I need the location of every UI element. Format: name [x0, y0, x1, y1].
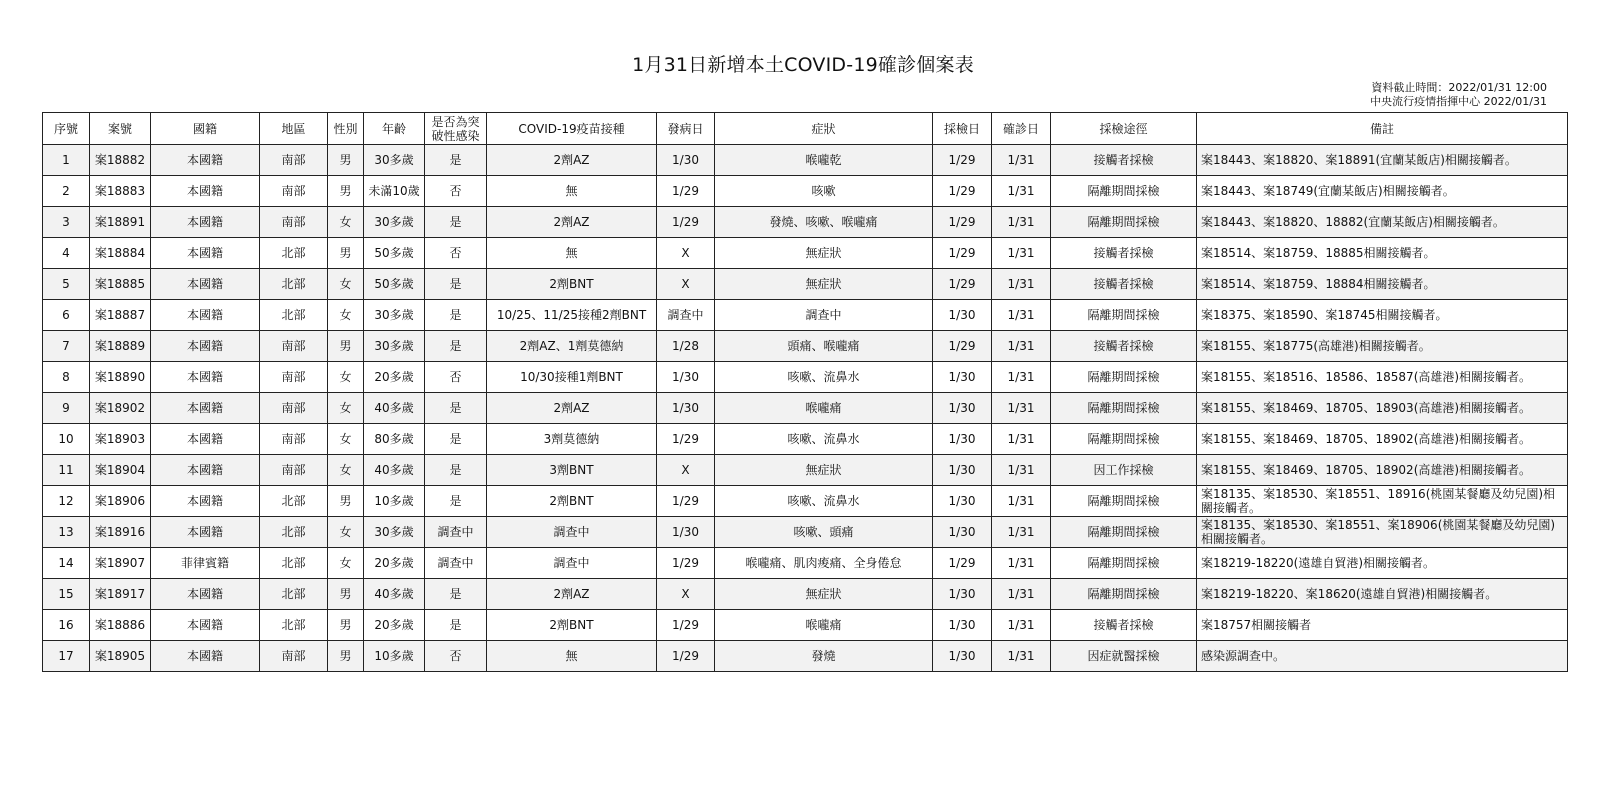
cell-sex: 女 — [328, 548, 364, 579]
cell-vaccine: 2劑AZ、1劑莫德納 — [487, 331, 657, 362]
cell-symptoms: 無症狀 — [715, 579, 933, 610]
cell-region: 南部 — [260, 393, 328, 424]
cell-onset-date: 1/30 — [657, 517, 715, 548]
cell-notes: 案18757相關接觸者 — [1197, 610, 1568, 641]
table-body — [43, 145, 1568, 672]
cell-sex: 女 — [328, 300, 364, 331]
cell-confirm-date: 1/31 — [992, 548, 1051, 579]
cell-test-route: 隔離期間採檢 — [1051, 517, 1197, 548]
cell-age: 40多歲 — [364, 579, 425, 610]
cell-index: 11 — [43, 455, 90, 486]
data-source: 中央流行疫情指揮中心 2022/01/31 — [1370, 95, 1547, 108]
cell-region: 北部 — [260, 238, 328, 269]
cell-vaccine: 2劑BNT — [487, 610, 657, 641]
cell-symptoms: 咳嗽、流鼻水 — [715, 486, 933, 517]
cell-breakthrough: 否 — [425, 362, 487, 393]
cell-index: 4 — [43, 238, 90, 269]
table-row — [43, 362, 1568, 393]
cell-vaccine: 2劑AZ — [487, 579, 657, 610]
cell-symptoms: 無症狀 — [715, 269, 933, 300]
cell-case-id: 案18902 — [90, 393, 151, 424]
cell-index: 17 — [43, 641, 90, 672]
cell-confirm-date: 1/31 — [992, 300, 1051, 331]
cell-vaccine: 2劑AZ — [487, 207, 657, 238]
cell-breakthrough: 是 — [425, 145, 487, 176]
cell-notes: 案18135、案18530、案18551、18916(桃園某餐廳及幼兒園)相關接觸者。 — [1197, 486, 1568, 517]
col-nationality: 國籍 — [151, 113, 260, 145]
cell-region: 南部 — [260, 455, 328, 486]
cell-nationality: 本國籍 — [151, 517, 260, 548]
cell-sex: 男 — [328, 238, 364, 269]
cell-sex: 男 — [328, 176, 364, 207]
cell-region: 南部 — [260, 176, 328, 207]
cell-confirm-date: 1/31 — [992, 393, 1051, 424]
cell-confirm-date: 1/31 — [992, 517, 1051, 548]
cell-age: 50多歲 — [364, 269, 425, 300]
cell-symptoms: 咳嗽、流鼻水 — [715, 362, 933, 393]
cell-case-id: 案18904 — [90, 455, 151, 486]
cell-confirm-date: 1/31 — [992, 207, 1051, 238]
cell-test-date: 1/30 — [933, 300, 992, 331]
cell-index: 1 — [43, 145, 90, 176]
cell-region: 南部 — [260, 145, 328, 176]
cell-sex: 女 — [328, 207, 364, 238]
cell-breakthrough: 是 — [425, 486, 487, 517]
table-header — [43, 113, 1568, 145]
cell-case-id: 案18886 — [90, 610, 151, 641]
cell-notes: 案18155、案18469、18705、18902(高雄港)相關接觸者。 — [1197, 455, 1568, 486]
cell-confirm-date: 1/31 — [992, 176, 1051, 207]
cell-confirm-date: 1/31 — [992, 424, 1051, 455]
col-test-route: 採檢途徑 — [1051, 113, 1197, 145]
cell-nationality: 本國籍 — [151, 331, 260, 362]
col-vaccine: COVID-19疫苗接種 — [487, 113, 657, 145]
cell-sex: 男 — [328, 641, 364, 672]
cell-test-route: 接觸者採檢 — [1051, 269, 1197, 300]
col-test-date: 採檢日 — [933, 113, 992, 145]
cell-onset-date: 1/29 — [657, 610, 715, 641]
cell-region: 北部 — [260, 300, 328, 331]
cell-case-id: 案18889 — [90, 331, 151, 362]
cell-test-route: 因工作採檢 — [1051, 455, 1197, 486]
cell-age: 10多歲 — [364, 486, 425, 517]
cell-vaccine: 3劑BNT — [487, 455, 657, 486]
cell-region: 北部 — [260, 610, 328, 641]
cell-test-date: 1/29 — [933, 548, 992, 579]
cell-confirm-date: 1/31 — [992, 579, 1051, 610]
cell-age: 未滿10歲 — [364, 176, 425, 207]
cell-sex: 女 — [328, 455, 364, 486]
cell-test-route: 接觸者採檢 — [1051, 145, 1197, 176]
cell-test-date: 1/29 — [933, 145, 992, 176]
cell-test-date: 1/30 — [933, 641, 992, 672]
cell-notes: 感染源調查中。 — [1197, 641, 1568, 672]
cell-nationality: 本國籍 — [151, 300, 260, 331]
cell-symptoms: 咳嗽、流鼻水 — [715, 424, 933, 455]
table-row — [43, 393, 1568, 424]
cell-sex: 男 — [328, 610, 364, 641]
cell-vaccine: 調查中 — [487, 548, 657, 579]
cell-onset-date: 1/29 — [657, 424, 715, 455]
cell-region: 南部 — [260, 207, 328, 238]
table-row — [43, 176, 1568, 207]
cell-age: 30多歲 — [364, 145, 425, 176]
cell-notes: 案18443、案18820、案18891(宜蘭某飯店)相關接觸者。 — [1197, 145, 1568, 176]
cell-vaccine: 無 — [487, 641, 657, 672]
cell-age: 30多歲 — [364, 207, 425, 238]
col-symptoms: 症狀 — [715, 113, 933, 145]
cell-symptoms: 頭痛、喉嚨痛 — [715, 331, 933, 362]
cell-test-route: 隔離期間採檢 — [1051, 207, 1197, 238]
cell-case-id: 案18916 — [90, 517, 151, 548]
header-row — [43, 113, 1568, 145]
cell-symptoms: 喉嚨痛、肌肉痠痛、全身倦怠 — [715, 548, 933, 579]
col-index: 序號 — [43, 113, 90, 145]
cell-age: 40多歲 — [364, 455, 425, 486]
cell-index: 12 — [43, 486, 90, 517]
cell-confirm-date: 1/31 — [992, 641, 1051, 672]
table-row — [43, 548, 1568, 579]
cell-confirm-date: 1/31 — [992, 331, 1051, 362]
table-row — [43, 641, 1568, 672]
cell-age: 30多歲 — [364, 517, 425, 548]
table-row — [43, 331, 1568, 362]
cell-breakthrough: 是 — [425, 424, 487, 455]
cell-breakthrough: 調查中 — [425, 517, 487, 548]
cell-age: 40多歲 — [364, 393, 425, 424]
cell-breakthrough: 否 — [425, 641, 487, 672]
cell-test-route: 接觸者採檢 — [1051, 610, 1197, 641]
cell-case-id: 案18882 — [90, 145, 151, 176]
cell-sex: 男 — [328, 145, 364, 176]
cell-onset-date: 1/29 — [657, 176, 715, 207]
cell-test-route: 因症就醫採檢 — [1051, 641, 1197, 672]
cell-test-route: 隔離期間採檢 — [1051, 424, 1197, 455]
data-as-of: 資料截止時間：2022/01/31 12:00 — [1371, 81, 1547, 94]
cell-test-route: 隔離期間採檢 — [1051, 579, 1197, 610]
table-row — [43, 207, 1568, 238]
cell-test-route: 接觸者採檢 — [1051, 238, 1197, 269]
cell-sex: 女 — [328, 424, 364, 455]
cell-test-date: 1/30 — [933, 579, 992, 610]
cell-age: 30多歲 — [364, 300, 425, 331]
col-onset-date: 發病日 — [657, 113, 715, 145]
cell-onset-date: X — [657, 238, 715, 269]
report-meta — [1370, 81, 1547, 109]
table-row — [43, 517, 1568, 548]
cell-onset-date: 1/29 — [657, 486, 715, 517]
cell-test-date: 1/29 — [933, 207, 992, 238]
cell-sex: 男 — [328, 486, 364, 517]
cell-breakthrough: 是 — [425, 300, 487, 331]
cell-index: 10 — [43, 424, 90, 455]
cell-index: 5 — [43, 269, 90, 300]
cell-onset-date: 1/29 — [657, 207, 715, 238]
cell-nationality: 本國籍 — [151, 145, 260, 176]
cell-confirm-date: 1/31 — [992, 238, 1051, 269]
cell-nationality: 本國籍 — [151, 610, 260, 641]
cell-onset-date: X — [657, 455, 715, 486]
cell-region: 南部 — [260, 331, 328, 362]
col-case-id: 案號 — [90, 113, 151, 145]
cell-test-date: 1/30 — [933, 424, 992, 455]
table-row — [43, 579, 1568, 610]
cell-nationality: 菲律賓籍 — [151, 548, 260, 579]
cell-test-date: 1/29 — [933, 176, 992, 207]
cell-nationality: 本國籍 — [151, 424, 260, 455]
cell-test-date: 1/30 — [933, 610, 992, 641]
table-row — [43, 145, 1568, 176]
cell-onset-date: 1/30 — [657, 393, 715, 424]
cell-breakthrough: 否 — [425, 238, 487, 269]
cell-index: 9 — [43, 393, 90, 424]
cell-age: 20多歲 — [364, 362, 425, 393]
cell-symptoms: 無症狀 — [715, 455, 933, 486]
cell-vaccine: 10/25、11/25接種2劑BNT — [487, 300, 657, 331]
cell-case-id: 案18887 — [90, 300, 151, 331]
cell-test-date: 1/30 — [933, 455, 992, 486]
cell-region: 南部 — [260, 424, 328, 455]
col-confirm-date: 確診日 — [992, 113, 1051, 145]
cell-age: 80多歲 — [364, 424, 425, 455]
cell-case-id: 案18883 — [90, 176, 151, 207]
cell-sex: 男 — [328, 579, 364, 610]
cell-region: 北部 — [260, 269, 328, 300]
col-region: 地區 — [260, 113, 328, 145]
cell-test-route: 隔離期間採檢 — [1051, 362, 1197, 393]
cell-nationality: 本國籍 — [151, 455, 260, 486]
cell-notes: 案18135、案18530、案18551、案18906(桃園某餐廳及幼兒園)相關接觸者。 — [1197, 517, 1568, 548]
col-breakthrough: 是否為突破性感染 — [425, 113, 487, 145]
cell-index: 2 — [43, 176, 90, 207]
cell-index: 14 — [43, 548, 90, 579]
cell-case-id: 案18884 — [90, 238, 151, 269]
cell-notes: 案18443、案18749(宜蘭某飯店)相關接觸者。 — [1197, 176, 1568, 207]
cell-confirm-date: 1/31 — [992, 362, 1051, 393]
cell-vaccine: 10/30接種1劑BNT — [487, 362, 657, 393]
table-row — [43, 269, 1568, 300]
cell-nationality: 本國籍 — [151, 486, 260, 517]
cell-onset-date: 1/30 — [657, 145, 715, 176]
cell-onset-date: 1/29 — [657, 641, 715, 672]
cell-test-route: 接觸者採檢 — [1051, 331, 1197, 362]
cell-notes: 案18155、案18469、18705、18902(高雄港)相關接觸者。 — [1197, 424, 1568, 455]
cell-nationality: 本國籍 — [151, 393, 260, 424]
cell-symptoms: 無症狀 — [715, 238, 933, 269]
case-table — [42, 112, 1568, 672]
cell-breakthrough: 是 — [425, 579, 487, 610]
cell-test-route: 隔離期間採檢 — [1051, 486, 1197, 517]
cell-vaccine: 2劑AZ — [487, 145, 657, 176]
cell-age: 30多歲 — [364, 331, 425, 362]
cell-case-id: 案18890 — [90, 362, 151, 393]
cell-region: 南部 — [260, 641, 328, 672]
cell-case-id: 案18906 — [90, 486, 151, 517]
cell-onset-date: 1/30 — [657, 362, 715, 393]
cell-age: 10多歲 — [364, 641, 425, 672]
cell-nationality: 本國籍 — [151, 238, 260, 269]
col-notes: 備註 — [1197, 113, 1568, 145]
table-row — [43, 455, 1568, 486]
cell-vaccine: 2劑AZ — [487, 393, 657, 424]
cell-sex: 女 — [328, 269, 364, 300]
cell-symptoms: 喉嚨痛 — [715, 393, 933, 424]
cell-symptoms: 喉嚨乾 — [715, 145, 933, 176]
cell-index: 8 — [43, 362, 90, 393]
cell-symptoms: 喉嚨痛 — [715, 610, 933, 641]
cell-onset-date: 調查中 — [657, 300, 715, 331]
cell-breakthrough: 調查中 — [425, 548, 487, 579]
cell-region: 北部 — [260, 579, 328, 610]
cell-index: 16 — [43, 610, 90, 641]
cell-test-date: 1/30 — [933, 486, 992, 517]
table-row — [43, 300, 1568, 331]
cell-breakthrough: 是 — [425, 610, 487, 641]
cell-breakthrough: 是 — [425, 331, 487, 362]
cell-test-route: 隔離期間採檢 — [1051, 393, 1197, 424]
cell-region: 北部 — [260, 517, 328, 548]
cell-case-id: 案18891 — [90, 207, 151, 238]
cell-notes: 案18155、案18775(高雄港)相關接觸者。 — [1197, 331, 1568, 362]
page-title: 1月31日新增本土COVID-19確診個案表 — [632, 54, 974, 76]
cell-notes: 案18514、案18759、18885相關接觸者。 — [1197, 238, 1568, 269]
table-row — [43, 610, 1568, 641]
cell-index: 3 — [43, 207, 90, 238]
table-row — [43, 486, 1568, 517]
cell-nationality: 本國籍 — [151, 641, 260, 672]
cell-test-route: 隔離期間採檢 — [1051, 300, 1197, 331]
cell-notes: 案18514、案18759、18884相關接觸者。 — [1197, 269, 1568, 300]
cell-nationality: 本國籍 — [151, 176, 260, 207]
col-sex: 性別 — [328, 113, 364, 145]
cell-case-id: 案18885 — [90, 269, 151, 300]
cell-notes: 案18219-18220、案18620(遠雄自貿港)相關接觸者。 — [1197, 579, 1568, 610]
cell-vaccine: 無 — [487, 238, 657, 269]
cell-notes: 案18155、案18516、18586、18587(高雄港)相關接觸者。 — [1197, 362, 1568, 393]
cell-index: 13 — [43, 517, 90, 548]
cell-sex: 女 — [328, 393, 364, 424]
cell-symptoms: 發燒 — [715, 641, 933, 672]
cell-region: 南部 — [260, 362, 328, 393]
cell-notes: 案18443、案18820、18882(宜蘭某飯店)相關接觸者。 — [1197, 207, 1568, 238]
cell-notes: 案18155、案18469、18705、18903(高雄港)相關接觸者。 — [1197, 393, 1568, 424]
cell-onset-date: X — [657, 579, 715, 610]
cell-breakthrough: 是 — [425, 455, 487, 486]
cell-onset-date: 1/29 — [657, 548, 715, 579]
cell-age: 20多歲 — [364, 548, 425, 579]
cell-vaccine: 2劑BNT — [487, 486, 657, 517]
col-age: 年齡 — [364, 113, 425, 145]
cell-breakthrough: 是 — [425, 269, 487, 300]
cell-test-date: 1/29 — [933, 238, 992, 269]
cell-test-date: 1/30 — [933, 517, 992, 548]
cell-notes: 案18219-18220(遠雄自貿港)相關接觸者。 — [1197, 548, 1568, 579]
cell-symptoms: 咳嗽、頭痛 — [715, 517, 933, 548]
cell-sex: 女 — [328, 517, 364, 548]
cell-test-date: 1/29 — [933, 269, 992, 300]
cell-index: 6 — [43, 300, 90, 331]
cell-case-id: 案18917 — [90, 579, 151, 610]
cell-breakthrough: 是 — [425, 207, 487, 238]
cell-age: 50多歲 — [364, 238, 425, 269]
cell-test-date: 1/30 — [933, 362, 992, 393]
cell-confirm-date: 1/31 — [992, 269, 1051, 300]
cell-symptoms: 調查中 — [715, 300, 933, 331]
cell-onset-date: X — [657, 269, 715, 300]
cell-vaccine: 3劑莫德納 — [487, 424, 657, 455]
cell-vaccine: 2劑BNT — [487, 269, 657, 300]
cell-sex: 女 — [328, 362, 364, 393]
cell-nationality: 本國籍 — [151, 362, 260, 393]
cell-case-id: 案18907 — [90, 548, 151, 579]
cell-index: 7 — [43, 331, 90, 362]
cell-test-date: 1/30 — [933, 393, 992, 424]
cell-test-route: 隔離期間採檢 — [1051, 176, 1197, 207]
cell-case-id: 案18903 — [90, 424, 151, 455]
cell-age: 20多歲 — [364, 610, 425, 641]
cell-nationality: 本國籍 — [151, 579, 260, 610]
cell-breakthrough: 是 — [425, 393, 487, 424]
cell-symptoms: 咳嗽 — [715, 176, 933, 207]
cell-nationality: 本國籍 — [151, 207, 260, 238]
cell-confirm-date: 1/31 — [992, 610, 1051, 641]
cell-onset-date: 1/28 — [657, 331, 715, 362]
cell-sex: 男 — [328, 331, 364, 362]
cell-confirm-date: 1/31 — [992, 455, 1051, 486]
cell-vaccine: 調查中 — [487, 517, 657, 548]
cell-symptoms: 發燒、咳嗽、喉嚨痛 — [715, 207, 933, 238]
cell-vaccine: 無 — [487, 176, 657, 207]
cell-confirm-date: 1/31 — [992, 145, 1051, 176]
cell-breakthrough: 否 — [425, 176, 487, 207]
cell-region: 北部 — [260, 486, 328, 517]
table-row — [43, 238, 1568, 269]
cell-test-route: 隔離期間採檢 — [1051, 548, 1197, 579]
cell-case-id: 案18905 — [90, 641, 151, 672]
cell-notes: 案18375、案18590、案18745相關接觸者。 — [1197, 300, 1568, 331]
cell-nationality: 本國籍 — [151, 269, 260, 300]
cell-confirm-date: 1/31 — [992, 486, 1051, 517]
table-row — [43, 424, 1568, 455]
cell-region: 北部 — [260, 548, 328, 579]
cell-index: 15 — [43, 579, 90, 610]
cell-test-date: 1/29 — [933, 331, 992, 362]
